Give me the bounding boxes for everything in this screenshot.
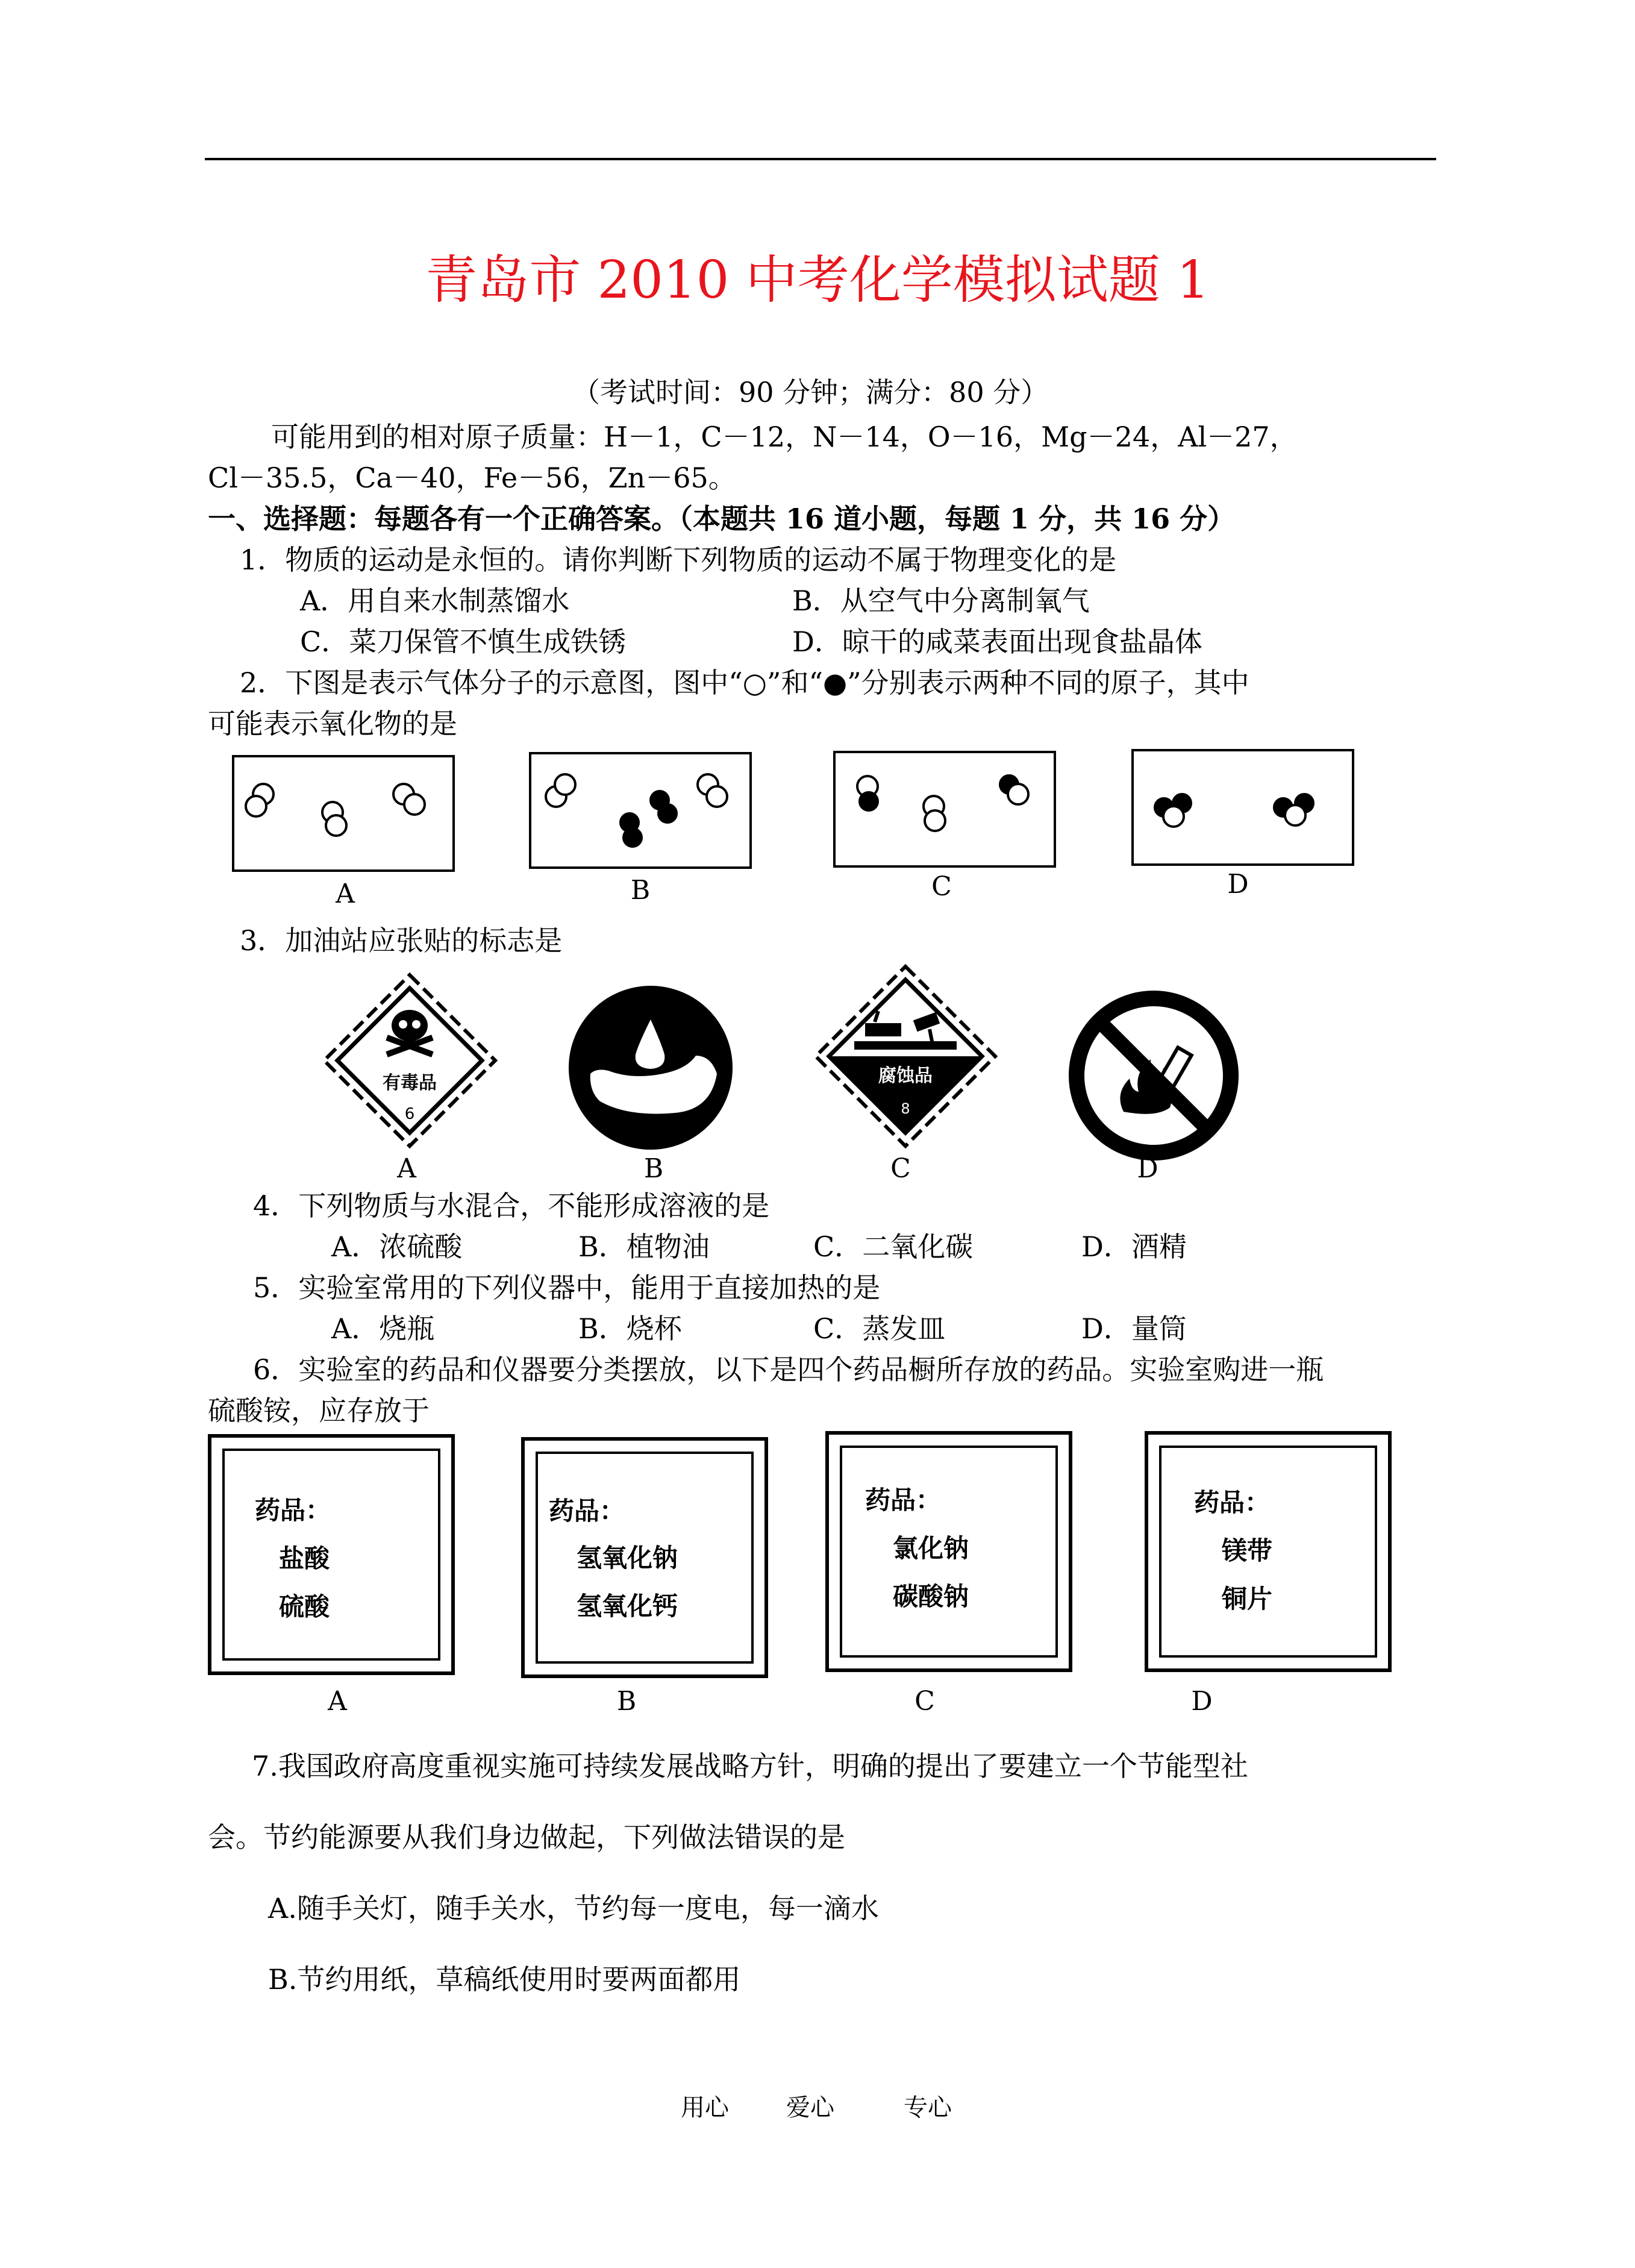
no-fire-icon [1066,988,1241,1163]
cabinet-a-item2: 硫酸 [279,1592,330,1621]
q5-option-c: C．蒸发皿 [813,1312,946,1345]
q1-option-c: C．菜刀保管不慎生成铁锈 [300,625,627,658]
q6-label-c: C [914,1686,935,1717]
water-drop-icon [566,983,735,1152]
q4-option-a: A．浓硫酸 [331,1230,463,1263]
cabinet-b-heading: 药品： [549,1496,625,1526]
q5-option-a: A．烧瓶 [331,1312,435,1345]
q1-option-b: B．从空气中分离制氧气 [792,584,1090,617]
q2-label-c: C [931,871,952,902]
cabinet-c-heading: 药品： [865,1485,942,1515]
sign-corrosive [812,963,999,1150]
q6-stem-line2: 硫酸铵，应存放于 [208,1394,430,1427]
q5-option-d: D．量筒 [1081,1312,1187,1345]
footer-word-1: 用心 [681,2094,729,2122]
q6-label-a: A [328,1686,347,1717]
q1-option-d: D．晾干的咸菜表面出现食盐晶体 [792,625,1202,658]
cabinet-a [208,1434,455,1675]
q4-option-d: D．酒精 [1081,1230,1187,1263]
q2-label-a: A [336,879,355,909]
cabinet-a-heading: 药品： [255,1496,331,1525]
q7-option-b: B.节约用纸，草稿纸使用时要两面都用 [268,1963,741,1996]
cabinet-b-item1: 氢氧化钠 [577,1543,678,1573]
q4-stem: 4．下列物质与水混合，不能形成溶液的是 [253,1189,770,1222]
cabinet-d-item2: 铜片 [1222,1584,1273,1614]
sign-corrosive-number: 8 [901,1100,910,1117]
q5-option-b: B．烧杯 [578,1312,682,1345]
q3-label-a: A [397,1153,416,1184]
corrosive-icon [812,963,999,1150]
q6-label-d: D [1191,1686,1213,1717]
atomic-mass-line1: 可能用到的相对原子质量：H－1，C－12，N－14，O－16，Mg－24，Al－27， [271,421,1298,453]
q3-stem: 3．加油站应张贴的标志是 [240,924,563,957]
q3-label-d: D [1137,1153,1158,1184]
cabinet-a-item1: 盐酸 [279,1544,330,1573]
sign-corrosive-text: 腐蚀品 [878,1065,933,1086]
q3-label-c: C [890,1153,911,1184]
cabinet-d-item1: 镁带 [1222,1536,1273,1565]
cabinet-b-item2: 氢氧化钙 [577,1591,678,1621]
sign-toxic-text: 有毒品 [383,1073,437,1094]
q3-label-b: B [643,1153,664,1184]
cabinet-c-item1: 氯化钠 [893,1533,969,1563]
q2-box-b [530,753,751,868]
cabinet-c-item2: 碳酸钠 [893,1582,969,1611]
cabinet-b [521,1437,768,1678]
q6-label-b: B [616,1686,637,1717]
sign-toxic [319,970,500,1151]
exam-info: （考试时间：90 分钟；满分：80 分） [572,376,1049,409]
atomic-mass-line2: Cl－35.5，Ca－40，Fe－56，Zn－65。 [208,462,736,494]
cabinet-d [1145,1431,1392,1672]
footer-word-3: 专心 [904,2094,952,2122]
section1-heading: 一、选择题：每题各有一个正确答案。（本题共 16 道小题，每题 1 分，共 16 分） [208,503,1236,535]
q2-stem-line1: 2．下图是表示气体分子的示意图，图中“○”和“●”分别表示两种不同的原子，其中 [240,666,1249,699]
q6-stem-line1: 6．实验室的药品和仪器要分类摆放，以下是四个药品橱所存放的药品。实验室购进一瓶 [253,1353,1324,1386]
sign-water [566,983,735,1152]
q4-option-b: B．植物油 [578,1230,710,1263]
q2-stem-line2: 可能表示氧化物的是 [208,707,457,740]
cabinet-c [825,1431,1072,1672]
q5-stem: 5．实验室常用的下列仪器中，能用于直接加热的是 [253,1271,881,1304]
q7-stem-line2: 会。节约能源要从我们身边做起，下列做法错误的是 [208,1821,845,1853]
q7-option-a: A.随手关灯，随手关水，节约每一度电，每一滴水 [268,1892,879,1925]
q2-label-b: B [630,875,651,906]
footer-word-2: 爱心 [786,2094,834,2122]
q7-stem-line1: 7.我国政府高度重视实施可持续发展战略方针，明确的提出了要建立一个节能型社 [252,1750,1248,1782]
sign-toxic-number: 6 [404,1105,415,1123]
q4-option-c: C．二氧化碳 [813,1230,974,1263]
header-rule [205,158,1436,160]
q2-label-d: D [1227,869,1249,900]
q1-stem: 1．物质的运动是永恒的。请你判断下列物质的运动不属于物理变化的是 [240,544,1117,576]
sign-no-fire [1066,988,1241,1163]
cabinet-d-heading: 药品： [1194,1488,1271,1517]
page-title: 青岛市 2010 中考化学模拟试题 1 [425,250,1210,310]
q1-option-a: A．用自来水制蒸馏水 [300,584,570,617]
